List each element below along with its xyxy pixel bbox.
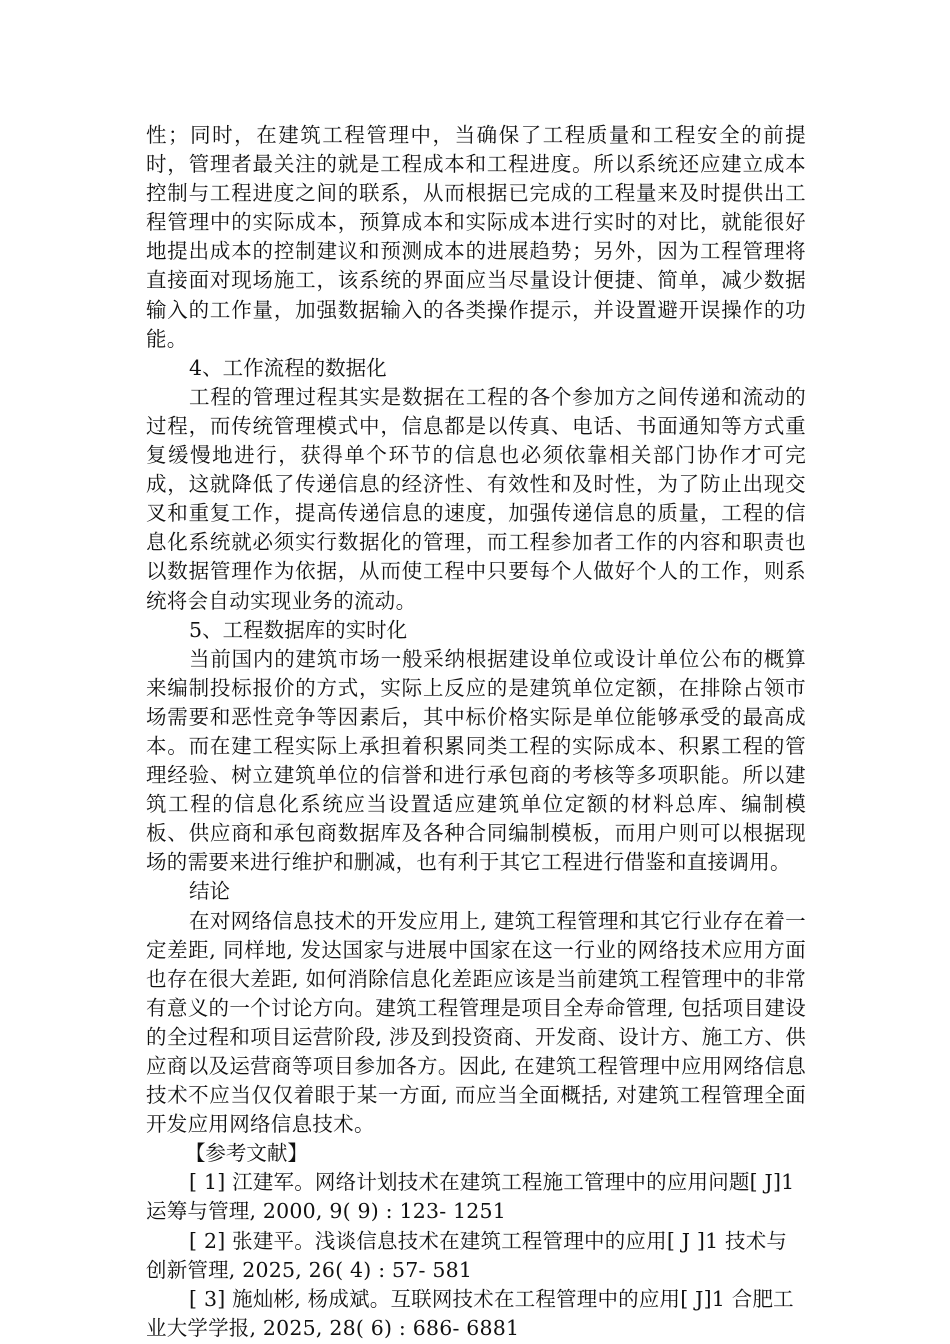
references-title: 【参考文献】 bbox=[184, 1141, 308, 1166]
paragraph-workflow: 工程的管理过程其实是数据在工程的各个参加方之间传递和流动的过程，而传统管理模式中，信息都是以传真、电话、书面通知等方式重复缓慢地进行，获得单个环节的信息也必须依靠相关部门协作才可完成，这就降低了传递信息的经济性、有效性和及时性，为了防止出现交叉和重复工作，提高传递信息的速度，加强传递信息的质量，工程的信息化系统就必须实行数据化的管理，而工程参加者工作的内容和职责也以数据管理作为依据，从而使工程中只要每个人做好个人的工作，则系统将会自动实现业务的流动。 bbox=[146, 384, 806, 613]
section-heading-4: 4、工作流程的数据化 bbox=[189, 355, 387, 380]
reference-item-3: [ 3] 施灿彬, 杨成斌。互联网技术在工程管理中的应用[ J]1 合肥工业大学学报, 2025, 28( 6) : 686- 6881 bbox=[146, 1286, 794, 1340]
reference-item-1: [ 1] 江建军。网络计划技术在建筑工程施工管理中的应用问题[ J]1 运筹与管理, 2000, 9( 9) : 123- 1251 bbox=[146, 1170, 795, 1224]
section-heading-conclusion: 结论 bbox=[189, 879, 231, 904]
paragraph-continuation: 性；同时，在建筑工程管理中，当确保了工程质量和工程安全的前提时，管理者最关注的就是工程成本和工程进度。所以系统还应建立成本控制与工程进度之间的联系，从而根据已完成的工程量来及时提供出工程管理中的实际成本，预算成本和实际成本进行实时的对比，就能很好地提出成本的控制建议和预测成本的进展趋势；另外，因为工程管理将直接面对现场施工，该系统的界面应当尽量设计便捷、简单，减少数据输入的工作量，加强数据输入的各类操作提示，并设置避开误操作的功能。 bbox=[146, 123, 806, 351]
section-heading-5: 5、工程数据库的实时化 bbox=[189, 617, 408, 642]
paragraph-conclusion: 在对网络信息技术的开发应用上, 建筑工程管理和其它行业存在着一定差距, 同样地, 发达国家与进展中国家在这一行业的网络技术应用方面也存在很大差距, 如何消除信息化差距应该是当前建筑工程管理中的非常有意义的一个讨论方向。建筑工程管理是项目全寿命管理, 包括项目建设的全过程和项目运营阶段, 涉及到投资商、开发商、设计方、施工方、供应商以及运营商等项目参加各方。因此, 在建筑工程管理中应用网络信息技术不应当仅仅着眼于某一方面, 而应当全面概括, 对建筑工程管理全面开发应用网络信息技术。 bbox=[146, 908, 806, 1137]
paragraph-database: 当前国内的建筑市场一般采纳根据建设单位或设计单位公布的概算来编制投标报价的方式，实际上反应的是建筑单位定额，在排除占领市场需要和恶性竞争等因素后，其中标价格实际是单位能够承受的最高成本。而在建工程实际上承担着积累同类工程的实际成本、积累工程的管理经验、树立建筑单位的信誉和进行承包商的考核等多项职能。所以建筑工程的信息化系统应当设置适应建筑单位定额的材料总库、编制模板、供应商和承包商数据库及各种合同编制模板，而用户则可以根据现场的需要来进行维护和删减，也有利于其它工程进行借鉴和直接调用。 bbox=[146, 646, 806, 875]
reference-item-2: [ 2] 张建平。浅谈信息技术在建筑工程管理中的应用[ J ]1 技术与创新管理, 2025, 26( 4) : 57- 581 bbox=[146, 1228, 788, 1282]
document-page bbox=[146, 121, 806, 1343]
